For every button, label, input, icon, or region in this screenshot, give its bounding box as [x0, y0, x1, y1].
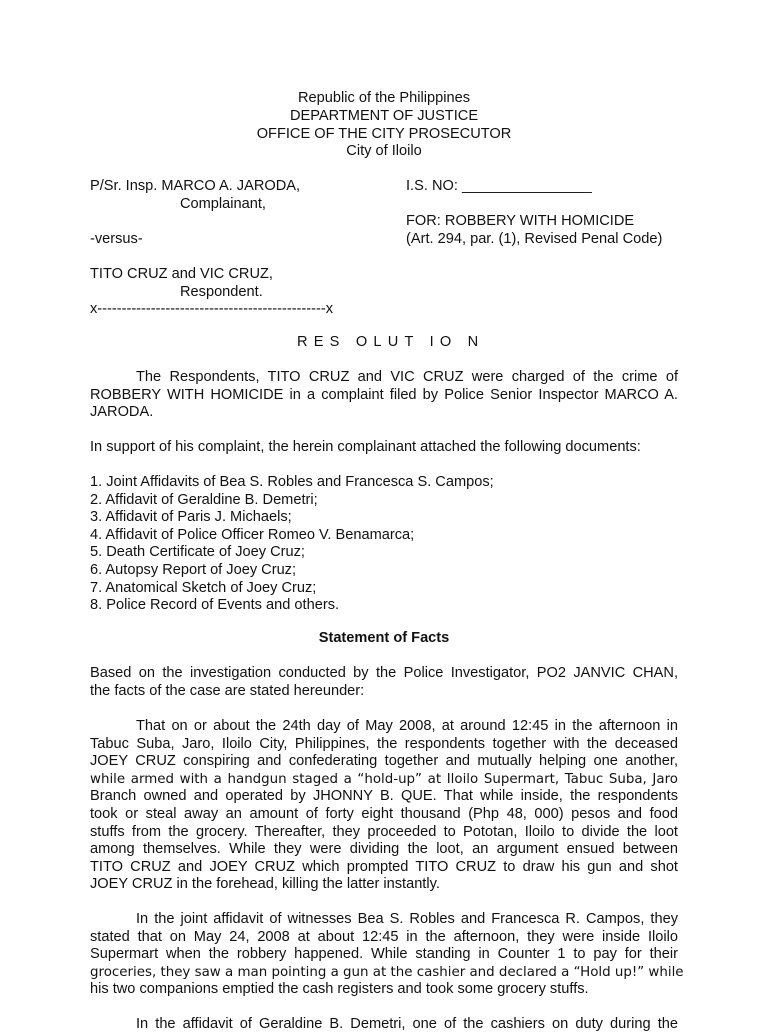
- facts-heading: Statement of Facts: [318, 630, 450, 646]
- documents-list: [90, 474, 494, 615]
- facts-paragraph-1: [90, 718, 678, 894]
- list-item: 1. Joint Affidavits of Bea S. Robles and Francesca S. Campos;: [90, 474, 494, 490]
- facts-line: JOEY CRUZ in the forehead, killing the latter instantly.: [90, 876, 440, 893]
- facts-line: In the affidavit of Geraldine B. Demetri, one of the cashiers on duty during the: [136, 1016, 678, 1032]
- support-text: In support of his complaint, the herein complainant attached the following documents:: [90, 439, 641, 455]
- facts-intro-paragraph: [90, 665, 678, 700]
- facts-intro-line: Based on the investigation conducted by the Police Investigator, PO2 JANVIC CHAN,: [90, 665, 678, 681]
- caption-separator: x-----------------------------------------------x: [90, 301, 334, 317]
- respondents-role: Respondent.: [180, 284, 263, 300]
- facts-line: That on or about the 24th day of May 2008, at around 12:45 in the afternoon in: [136, 718, 678, 734]
- list-item: 7. Anatomical Sketch of Joey Cruz;: [90, 579, 317, 596]
- header-republic: Republic of the Philippines: [298, 90, 470, 106]
- facts-line: took or steal away an amount of forty eight thousand (Php 48, 000) pesos and food: [90, 805, 678, 822]
- facts-intro-line: the facts of the case are stated hereunder:: [90, 682, 365, 699]
- intro-line: JARODA.: [90, 404, 154, 421]
- facts-line: stated that on May 24, 2008 at about 12:45 in the afternoon, they were inside Iloilo: [90, 928, 678, 945]
- complainant-role: Complainant,: [180, 196, 266, 212]
- facts-line: Supermart when the robbery happened. While standing in Counter 1 to pay for their: [90, 946, 678, 963]
- intro-line: ROBBERY WITH HOMICIDE in a complaint filed by Police Senior Inspector MARCO A.: [90, 386, 678, 403]
- list-item: 4. Affidavit of Police Officer Romeo V. Benamarca;: [90, 526, 415, 543]
- facts-line: groceries, they saw a man pointing a gun at the cashier and declared a “Hold up!” while: [90, 964, 684, 980]
- facts-line: among themselves. While they were dividing the loot, an argument ensued between: [90, 841, 678, 858]
- facts-line: stuffs from the grocery. Thereafter, they proceeded to Pototan, Iloilo to divide the loot: [90, 823, 678, 840]
- intro-line: The Respondents, TITO CRUZ and VIC CRUZ were charged of the crime of: [136, 369, 678, 385]
- facts-line: Tabuc Suba, Jaro, Iloilo City, Philippines, the respondents together with the deceased: [90, 735, 678, 752]
- is-number: I.S. NO: ________________: [406, 178, 592, 194]
- versus-label: -versus-: [90, 231, 143, 247]
- charge-article: (Art. 294, par. (1), Revised Penal Code): [406, 231, 663, 247]
- complainant-name: P/Sr. Insp. MARCO A. JARODA,: [90, 178, 301, 194]
- list-item: 5. Death Certificate of Joey Cruz;: [90, 544, 305, 561]
- facts-paragraph-3-partial: [90, 1016, 678, 1034]
- facts-line: Branch owned and operated by JHONNY B. QUE. That while inside, the respondents: [90, 788, 678, 805]
- list-item: 3. Affidavit of Paris J. Michaels;: [90, 509, 292, 526]
- facts-line: JOEY CRUZ conspiring and confederating together and mutually helping one another,: [90, 753, 678, 770]
- respondents-name: TITO CRUZ and VIC CRUZ,: [90, 266, 273, 282]
- facts-paragraph-2: [90, 911, 684, 999]
- facts-line: In the joint affidavit of witnesses Bea S. Robles and Francesca R. Campos, they: [136, 911, 678, 927]
- resolution-title: RES OLUT IO N: [297, 334, 485, 350]
- charge-line: FOR: ROBBERY WITH HOMICIDE: [406, 213, 635, 229]
- list-item: 8. Police Record of Events and others.: [90, 597, 340, 614]
- intro-paragraph: [90, 369, 678, 422]
- list-item: 6. Autopsy Report of Joey Cruz;: [90, 561, 297, 578]
- header-city: City of Iloilo: [346, 143, 422, 159]
- list-item: 2. Affidavit of Geraldine B. Demetri;: [90, 491, 318, 508]
- facts-line: his two companions emptied the cash registers and took some grocery stuffs.: [90, 981, 589, 998]
- header-office: OFFICE OF THE CITY PROSECUTOR: [256, 126, 512, 142]
- header-department: DEPARTMENT OF JUSTICE: [289, 108, 479, 124]
- facts-line: while armed with a handgun staged a “hold-up” at Iloilo Supermart, Tabuc Suba, Jaro: [90, 771, 678, 787]
- facts-line: TITO CRUZ and JOEY CRUZ which prompted TITO CRUZ to draw his gun and shot: [90, 858, 678, 875]
